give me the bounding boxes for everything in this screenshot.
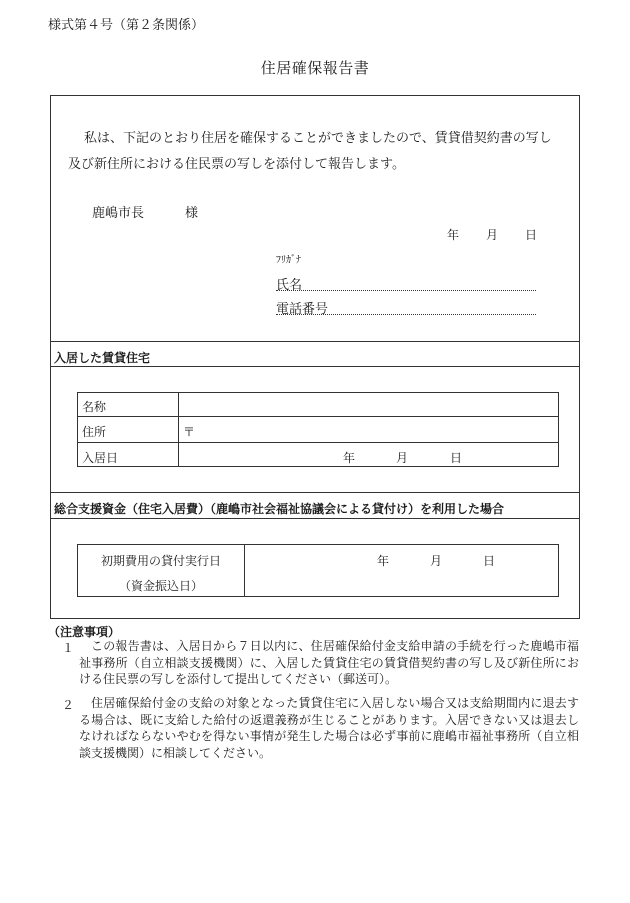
- report-body-line1: 私は、下記のとおり住居を確保することができましたので、賃貸借契約書の写し: [84, 131, 552, 146]
- row-label-move-in: 入居日: [82, 451, 119, 465]
- row-label-name: 名称: [82, 400, 107, 414]
- divider: [50, 492, 580, 493]
- postal-mark: 〒: [183, 425, 196, 439]
- loan-year-label: 年: [377, 554, 390, 568]
- date-day-label: 日: [525, 228, 538, 242]
- loan-month-label: 月: [430, 554, 443, 568]
- note-number: ２: [62, 698, 75, 712]
- form-number: 様式第４号（第２条関係）: [48, 18, 205, 33]
- row-label-address: 住所: [82, 425, 107, 439]
- document-title: 住居確保報告書: [260, 59, 370, 77]
- loan-date-sublabel: （資金振込日）: [118, 579, 203, 593]
- name-field[interactable]: [276, 290, 536, 291]
- move-in-month-label: 月: [396, 451, 409, 465]
- divider: [244, 544, 245, 597]
- housing-table: [77, 392, 559, 467]
- housing-section-title: 入居した賃貸住宅: [54, 351, 151, 365]
- furigana-label: ﾌﾘｶﾞﾅ: [276, 255, 301, 266]
- divider: [50, 518, 580, 519]
- note-number: １: [62, 641, 75, 655]
- divider: [77, 442, 559, 443]
- note-text: 住居確保給付金の支給の対象となった賃貸住宅に入居しない場合又は支給期間内に退去する場合は、既に支給した給付の返還義務が生じることがあります。入居できない又は退去しなければならないやむを得ない事情が発生した場合は必ず事前に鹿嶋市福祉事務所（自立相談支援機関）に相談してください。: [79, 696, 579, 760]
- loan-day-label: 日: [483, 554, 496, 568]
- divider: [50, 366, 580, 367]
- loan-date-label: 初期費用の貸付実行日: [100, 554, 221, 568]
- name-label: 氏名: [276, 278, 303, 293]
- move-in-day-label: 日: [450, 451, 463, 465]
- date-month-label: 月: [486, 228, 499, 242]
- date-year-label: 年: [447, 228, 460, 242]
- report-body-line2: 及び新住所における住民票の写しを添付して報告します。: [68, 157, 405, 172]
- honorific: 様: [185, 206, 199, 221]
- divider: [50, 341, 580, 342]
- notes-heading: （注意事項）: [48, 625, 121, 639]
- move-in-year-label: 年: [343, 451, 356, 465]
- divider: [77, 416, 559, 417]
- divider: [178, 392, 179, 467]
- note-text: この報告書は、入居日から７日以内に、住居確保給付金支給申請の手続を行った鹿嶋市福祉事務所（自立相談支援機関）に、入居した賃貸住宅の賃貸借契約書の写し及び新住所における住民票の写しを添付して提出してください（郵送可）。: [79, 639, 579, 686]
- addressee: 鹿嶋市長: [92, 206, 145, 221]
- loan-section-title: 総合支援資金（住宅入居費）（鹿嶋市社会福祉協議会による貸付け）を利用した場合: [54, 502, 505, 516]
- phone-label: 電話番号: [276, 302, 329, 317]
- phone-field[interactable]: [276, 314, 536, 315]
